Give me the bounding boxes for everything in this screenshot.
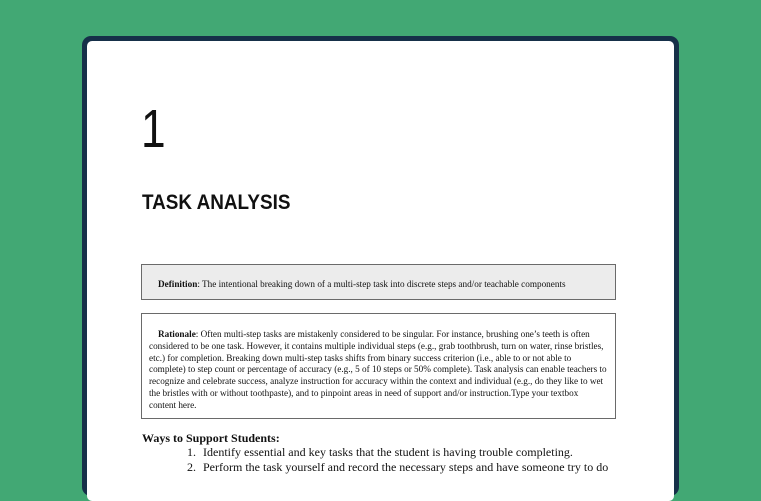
step-number: 2. bbox=[187, 460, 196, 474]
chapter-title: TASK ANALYSIS bbox=[142, 191, 291, 214]
step-number: 1. bbox=[187, 445, 196, 459]
device-frame bbox=[82, 36, 679, 496]
document-page bbox=[87, 41, 674, 501]
rationale-textbox[interactable] bbox=[141, 313, 616, 419]
list-item bbox=[187, 445, 673, 460]
support-heading: Ways to Support Students: bbox=[142, 431, 280, 445]
rationale-text: : Often multi-step tasks are mistakenly considered to be singular. For instance, brushing one’s teeth is often considered to be one task. However, it contains multiple individual steps (e.g., grab toothbrush, turn on water, rinse bristles, etc.) for completion. Breaking down multi-step tasks shifts from binary success criterion (i.e., able to or not able to complete) to step count or percentage of accuracy (e.g., 5 of 10 steps or 50% complete). Task analysis can enable teachers to recognize and celebrate success, analyze instruction for accuracy within the context and individual (e.g., do they like to wet the bristles with or without toothpaste), and to pinpoint areas in need of support and/or instruction.Type your textbox content here. bbox=[149, 329, 607, 410]
list-item bbox=[187, 460, 673, 475]
definition-box bbox=[141, 264, 616, 300]
rationale-label: Rationale bbox=[158, 329, 196, 339]
step-text: Identify essential and key tasks that the student is having trouble completing. bbox=[203, 445, 573, 459]
definition-label: Definition bbox=[158, 279, 198, 289]
definition-text: : The intentional breaking down of a multi-step task into discrete steps and/or teachable components bbox=[197, 279, 566, 289]
chapter-number: 1 bbox=[141, 99, 166, 159]
support-steps-list bbox=[187, 445, 673, 475]
step-text: Perform the task yourself and record the necessary steps and have someone try to do bbox=[203, 460, 609, 474]
